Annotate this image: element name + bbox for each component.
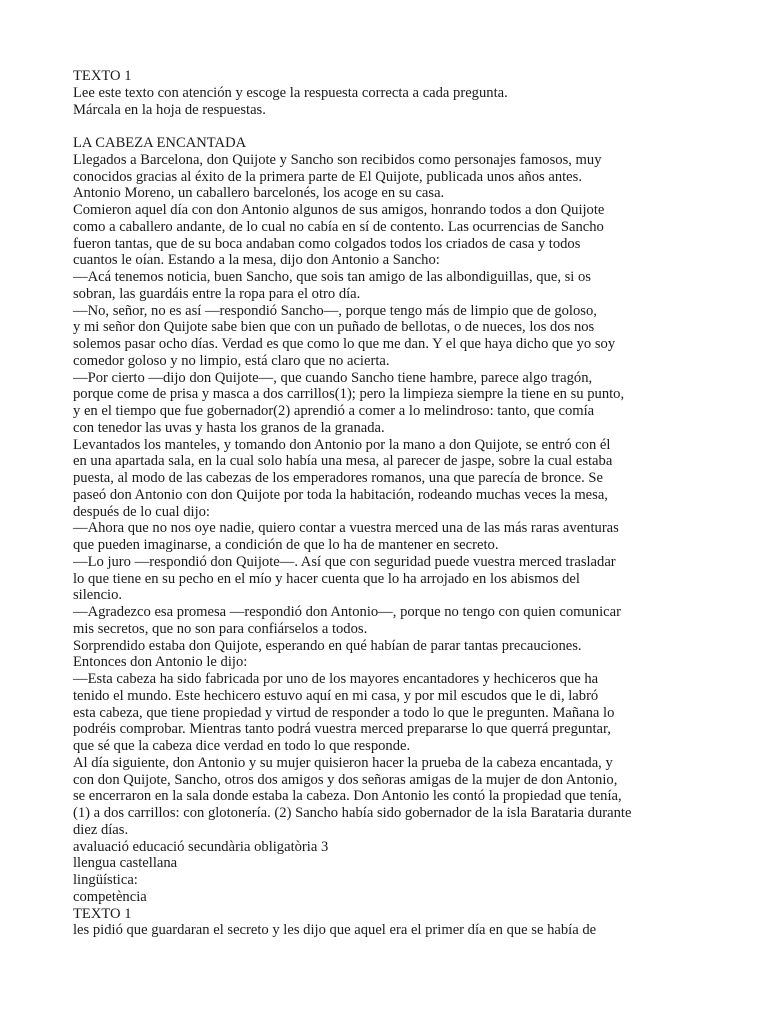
body-text-line: —Ahora que no nos oye nadie, quiero contar a vuestra merced una de las más raras aventuras [73, 520, 619, 537]
body-text-line: conocidos gracias al éxito de la primera parte de El Quijote, publicada unos años antes. [73, 168, 582, 185]
body-text-line: —Acá tenemos noticia, buen Sancho, que sois tan amigo de las albondiguillas, que, si os [73, 269, 591, 285]
body-text-line: —Agradezco esa promesa —respondió don Antonio—, porque no tengo con quien comunicar [73, 604, 621, 620]
body-text-line: —No, señor, no es así —respondió Sancho—, porque tengo más de limpio que de goloso, [73, 302, 597, 319]
body-text-line: —Por cierto —dijo don Quijote—, que cuando Sancho tiene hambre, parece algo tragón, [73, 369, 593, 386]
blank-line [73, 118, 741, 135]
body-text-line: competència [73, 888, 147, 905]
body-text-line: Llegados a Barcelona, don Quijote y Sancho son recibidos como personajes famosos, muy [73, 151, 602, 168]
body-text-line: Comieron aquel día con don Antonio algunos de sus amigos, honrando todos a don Quijote [73, 202, 605, 218]
body-text-line: comedor goloso y no limpio, está claro que no acierta. [73, 352, 390, 369]
body-text-line: que sé que la cabeza dice verdad en todo lo que responde. [73, 738, 411, 754]
body-text-line: y mi señor don Quijote sabe bien que con un puñado de bellotas, o de nueces, los dos nos [73, 319, 595, 336]
instruction-line: Lee este texto con atención y escoge la respuesta correcta a cada pregunta. [73, 84, 508, 101]
body-text-line: lingüística: [73, 872, 138, 888]
body-text-line: se encerraron en la sala donde estaba la cabeza. Don Antonio les contó la propiedad que tenía, [73, 788, 622, 805]
body-text-line: lo que tiene en su pecho en el mío y hacer cuenta que lo ha arrojado en los abismos del [73, 570, 580, 587]
body-text-line: porque come de prisa y masca a dos carrillos(1); pero la limpieza siempre la tiene en su punto, [73, 386, 625, 403]
body-text-line: diez días. [73, 821, 129, 838]
body-text-line: con don Quijote, Sancho, otros dos amigos y dos señoras amigas de la mujer de don Antonio, [73, 771, 618, 788]
body-text-line: esta cabeza, que tiene propiedad y virtud de responder a todo lo que le pregunten. Mañana lo [73, 704, 615, 721]
document-page [73, 68, 741, 939]
body-text-line: en una apartada sala, en la cual solo había una mesa, al parecer de jaspe, sobre la cual estaba [73, 453, 613, 470]
body-text-line: llengua castellana [73, 855, 178, 872]
body-text-line: silencio. [73, 587, 123, 604]
body-text-line: cuantos le oían. Estando a la mesa, dijo don Antonio a Sancho: [73, 252, 440, 269]
document-body [73, 135, 741, 939]
section-label: TEXTO 1 [73, 68, 132, 84]
body-text-line: después de lo cual dijo: [73, 503, 210, 520]
body-text-line: solemos pasar ocho días. Verdad es que como lo que me dan. Y el que haya dicho que yo soy [73, 336, 616, 352]
body-text-line: puesta, al modo de las cabezas de los emperadores romanos, una que parecía de bronce. Se [73, 470, 604, 486]
body-text-line: avaluació educació secundària obligatòria 3 [73, 838, 329, 855]
body-text-line: TEXTO 1 [73, 905, 132, 922]
body-text-line: mis secretos, que no son para confiárselos a todos. [73, 620, 368, 637]
body-text-line: Sorprendido estaba don Quijote, esperando en qué habían de parar tantas precauciones. [73, 637, 582, 654]
body-text-line: —Lo juro —respondió don Quijote—. Así que con seguridad puede vuestra merced trasladar [73, 553, 616, 570]
story-title: LA CABEZA ENCANTADA [73, 135, 247, 151]
body-text-line: tenido el mundo. Este hechicero estuvo aquí en mi casa, y por mil escudos que le di, labró [73, 687, 599, 704]
body-text-line: sobran, las guardáis entre la ropa para el otro día. [73, 285, 361, 302]
body-text-line: y en el tiempo que fue gobernador(2) aprendió a comer a lo melindroso: tanto, que comía [73, 403, 595, 419]
body-text-line: les pidió que guardaran el secreto y les dijo que aquel era el primer día en que se había de [73, 922, 597, 939]
body-text-line: Levantados los manteles, y tomando don Antonio por la mano a don Quijote, se entró con él [73, 436, 611, 453]
body-text-line: fueron tantas, que de su boca andaban como colgados todos los criados de casa y todos [73, 235, 581, 252]
body-text-line: paseó don Antonio con don Quijote por toda la habitación, rodeando muchas veces la mesa, [73, 486, 608, 503]
body-text-line: podréis comprobar. Mientras tanto podrá vuestra merced prepararse lo que querrá preguntar, [73, 721, 611, 738]
body-text-line: con tenedor las uvas y hasta los granos de la granada. [73, 419, 385, 436]
instruction-line: Márcala en la hoja de respuestas. [73, 101, 266, 118]
body-text-line: Antonio Moreno, un caballero barcelonés, los acoge en su casa. [73, 185, 445, 202]
body-text-line: —Esta cabeza ha sido fabricada por uno de los mayores encantadores y hechiceros que ha [73, 671, 599, 687]
body-text-line: que pueden imaginarse, a condición de que lo ha de mantener en secreto. [73, 537, 499, 553]
body-text-line: como a caballero andante, de lo cual no cabía en sí de contento. Las ocurrencias de Sancho [73, 218, 604, 235]
body-text-line: Al día siguiente, don Antonio y su mujer quisieron hacer la prueba de la cabeza encantada, y [73, 754, 613, 771]
body-text-line: Entonces don Antonio le dijo: [73, 654, 248, 671]
body-text-line: (1) a dos carrillos: con glotonería. (2) Sancho había sido gobernador de la isla Barataria durante [73, 805, 632, 821]
